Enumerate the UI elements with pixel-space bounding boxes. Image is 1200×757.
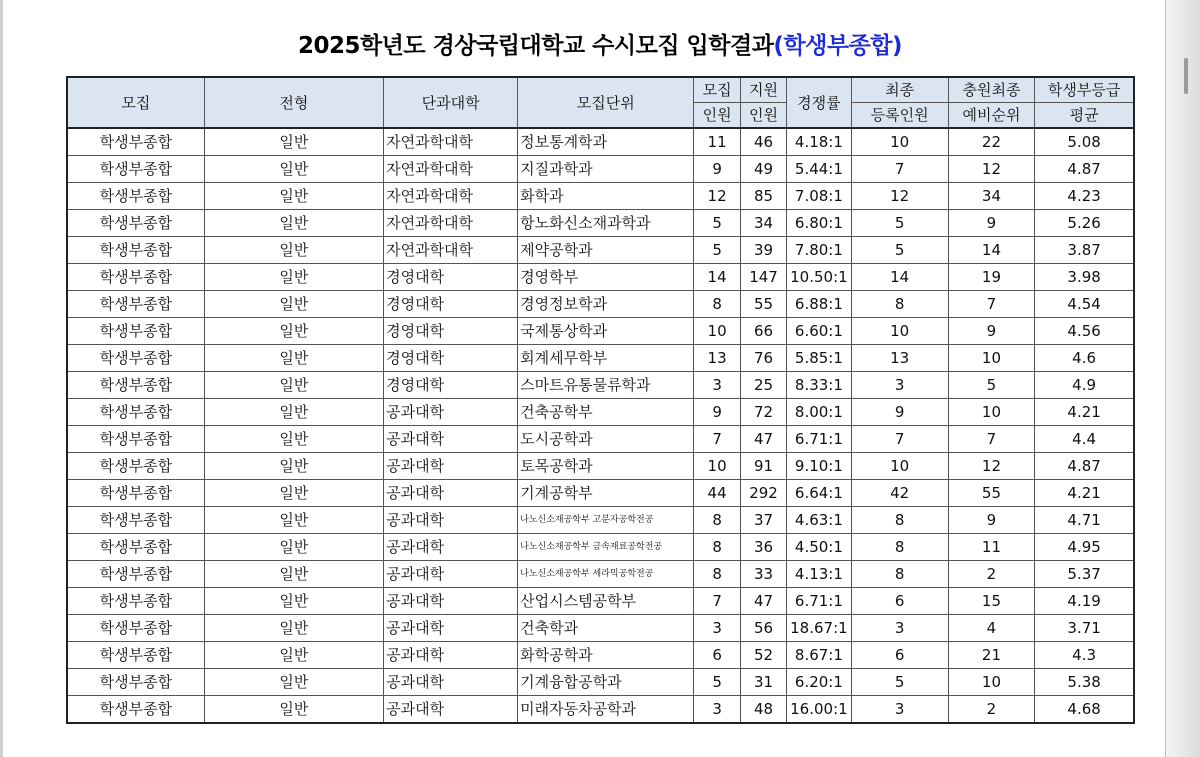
cell-college: 공과대학 — [384, 696, 518, 724]
cell-ratio: 4.13:1 — [787, 561, 851, 588]
cell-college: 경영대학 — [384, 345, 518, 372]
cell-recruit: 학생부종합 — [67, 128, 204, 156]
cell-final: 6 — [851, 642, 948, 669]
cell-grade: 4.87 — [1035, 156, 1134, 183]
cell-final: 9 — [851, 399, 948, 426]
cell-grade: 4.21 — [1035, 399, 1134, 426]
cell-type: 일반 — [204, 183, 383, 210]
cell-recruit: 학생부종합 — [67, 534, 204, 561]
table-row — [67, 642, 1134, 669]
cell-waitlist: 9 — [948, 210, 1035, 237]
cell-ratio: 10.50:1 — [787, 264, 851, 291]
cell-recruit: 학생부종합 — [67, 561, 204, 588]
cell-final: 8 — [851, 534, 948, 561]
cell-college: 자연과학대학 — [384, 156, 518, 183]
cell-unit: 스마트유통물류학과 — [518, 372, 694, 399]
cell-type: 일반 — [204, 453, 383, 480]
cell-college: 공과대학 — [384, 669, 518, 696]
cell-recruit: 학생부종합 — [67, 480, 204, 507]
cell-applicants: 52 — [740, 642, 786, 669]
cell-waitlist: 15 — [948, 588, 1035, 615]
cell-final: 12 — [851, 183, 948, 210]
cell-final: 5 — [851, 210, 948, 237]
cell-applicants: 292 — [740, 480, 786, 507]
cell-final: 13 — [851, 345, 948, 372]
cell-type: 일반 — [204, 291, 383, 318]
cell-applicants: 72 — [740, 399, 786, 426]
cell-college: 공과대학 — [384, 534, 518, 561]
header-grade-top: 학생부등급 — [1035, 77, 1134, 103]
cell-type: 일반 — [204, 642, 383, 669]
cell-type: 일반 — [204, 507, 383, 534]
table-row — [67, 183, 1134, 210]
cell-final: 42 — [851, 480, 948, 507]
cell-quota: 11 — [694, 128, 740, 156]
cell-unit: 건축학과 — [518, 615, 694, 642]
cell-college: 공과대학 — [384, 480, 518, 507]
table-row — [67, 128, 1134, 156]
table-row — [67, 426, 1134, 453]
cell-recruit: 학생부종합 — [67, 372, 204, 399]
cell-quota: 13 — [694, 345, 740, 372]
header-applicants-top: 지원 — [740, 77, 786, 103]
cell-final: 6 — [851, 588, 948, 615]
cell-final: 14 — [851, 264, 948, 291]
cell-grade: 4.23 — [1035, 183, 1134, 210]
cell-recruit: 학생부종합 — [67, 318, 204, 345]
cell-type: 일반 — [204, 210, 383, 237]
cell-college: 공과대학 — [384, 561, 518, 588]
cell-college: 공과대학 — [384, 426, 518, 453]
cell-unit: 나노신소재공학부 고분자공학전공 — [518, 507, 694, 534]
cell-recruit: 학생부종합 — [67, 210, 204, 237]
cell-final: 10 — [851, 318, 948, 345]
cell-quota: 5 — [694, 210, 740, 237]
table-row — [67, 615, 1134, 642]
cell-quota: 9 — [694, 156, 740, 183]
cell-college: 자연과학대학 — [384, 210, 518, 237]
cell-unit: 국제통상학과 — [518, 318, 694, 345]
cell-final: 3 — [851, 615, 948, 642]
cell-unit: 기계공학부 — [518, 480, 694, 507]
cell-unit: 지질과학과 — [518, 156, 694, 183]
table-row — [67, 345, 1134, 372]
cell-applicants: 56 — [740, 615, 786, 642]
cell-final: 7 — [851, 426, 948, 453]
cell-waitlist: 7 — [948, 291, 1035, 318]
cell-college: 경영대학 — [384, 318, 518, 345]
cell-recruit: 학생부종합 — [67, 588, 204, 615]
cell-college: 자연과학대학 — [384, 183, 518, 210]
cell-college: 경영대학 — [384, 372, 518, 399]
cell-recruit: 학생부종합 — [67, 237, 204, 264]
cell-recruit: 학생부종합 — [67, 642, 204, 669]
cell-type: 일반 — [204, 345, 383, 372]
cell-waitlist: 34 — [948, 183, 1035, 210]
table-row — [67, 318, 1134, 345]
cell-applicants: 25 — [740, 372, 786, 399]
header-applicants-bottom: 인원 — [740, 103, 786, 129]
cell-grade: 4.4 — [1035, 426, 1134, 453]
cell-college: 공과대학 — [384, 399, 518, 426]
cell-recruit: 학생부종합 — [67, 399, 204, 426]
header-quota-top: 모집 — [694, 77, 740, 103]
cell-recruit: 학생부종합 — [67, 264, 204, 291]
cell-waitlist: 9 — [948, 318, 1035, 345]
cell-college: 공과대학 — [384, 642, 518, 669]
cell-waitlist: 21 — [948, 642, 1035, 669]
cell-unit: 미래자동차공학과 — [518, 696, 694, 724]
cell-ratio: 6.80:1 — [787, 210, 851, 237]
cell-college: 공과대학 — [384, 453, 518, 480]
cell-ratio: 6.71:1 — [787, 588, 851, 615]
table-body — [67, 128, 1134, 723]
cell-type: 일반 — [204, 156, 383, 183]
cell-quota: 9 — [694, 399, 740, 426]
cell-grade: 4.21 — [1035, 480, 1134, 507]
table-row — [67, 291, 1134, 318]
cell-grade: 4.9 — [1035, 372, 1134, 399]
scroll-thumb[interactable] — [1184, 58, 1188, 94]
cell-ratio: 5.44:1 — [787, 156, 851, 183]
table-row — [67, 507, 1134, 534]
table-row — [67, 156, 1134, 183]
cell-type: 일반 — [204, 318, 383, 345]
header-final-top: 최종 — [851, 77, 948, 103]
cell-grade: 3.71 — [1035, 615, 1134, 642]
cell-ratio: 7.80:1 — [787, 237, 851, 264]
cell-waitlist: 55 — [948, 480, 1035, 507]
table-row — [67, 372, 1134, 399]
cell-type: 일반 — [204, 372, 383, 399]
header-college: 단과대학 — [384, 77, 518, 128]
cell-applicants: 147 — [740, 264, 786, 291]
cell-unit: 나노신소재공학부 세라믹공학전공 — [518, 561, 694, 588]
cell-grade: 4.3 — [1035, 642, 1134, 669]
cell-type: 일반 — [204, 669, 383, 696]
cell-type: 일반 — [204, 561, 383, 588]
cell-type: 일반 — [204, 480, 383, 507]
cell-ratio: 8.33:1 — [787, 372, 851, 399]
cell-unit: 경영정보학과 — [518, 291, 694, 318]
cell-waitlist: 4 — [948, 615, 1035, 642]
header-unit: 모집단위 — [518, 77, 694, 128]
cell-grade: 3.98 — [1035, 264, 1134, 291]
admission-results-table — [66, 76, 1135, 724]
cell-unit: 회계세무학부 — [518, 345, 694, 372]
cell-applicants: 55 — [740, 291, 786, 318]
cell-type: 일반 — [204, 128, 383, 156]
cell-final: 3 — [851, 696, 948, 724]
table-row — [67, 237, 1134, 264]
cell-ratio: 8.00:1 — [787, 399, 851, 426]
title-highlight: (학생부종합) — [773, 33, 903, 59]
cell-ratio: 6.88:1 — [787, 291, 851, 318]
cell-grade: 4.87 — [1035, 453, 1134, 480]
cell-recruit: 학생부종합 — [67, 615, 204, 642]
cell-applicants: 47 — [740, 588, 786, 615]
cell-quota: 44 — [694, 480, 740, 507]
cell-quota: 14 — [694, 264, 740, 291]
cell-waitlist: 2 — [948, 696, 1035, 724]
cell-waitlist: 9 — [948, 507, 1035, 534]
cell-waitlist: 10 — [948, 399, 1035, 426]
table-row — [67, 480, 1134, 507]
table-row — [67, 210, 1134, 237]
cell-quota: 3 — [694, 615, 740, 642]
cell-quota: 8 — [694, 534, 740, 561]
cell-applicants: 47 — [740, 426, 786, 453]
cell-applicants: 76 — [740, 345, 786, 372]
cell-type: 일반 — [204, 264, 383, 291]
header-final-bottom: 등록인원 — [851, 103, 948, 129]
cell-waitlist: 2 — [948, 561, 1035, 588]
table-row — [67, 669, 1134, 696]
cell-quota: 5 — [694, 237, 740, 264]
cell-quota: 3 — [694, 372, 740, 399]
cell-ratio: 6.60:1 — [787, 318, 851, 345]
cell-type: 일반 — [204, 399, 383, 426]
cell-quota: 5 — [694, 669, 740, 696]
cell-grade: 3.87 — [1035, 237, 1134, 264]
header-waitlist-bottom: 예비순위 — [948, 103, 1035, 129]
cell-quota: 7 — [694, 426, 740, 453]
cell-grade: 5.26 — [1035, 210, 1134, 237]
cell-quota: 3 — [694, 696, 740, 724]
cell-college: 경영대학 — [384, 264, 518, 291]
cell-type: 일반 — [204, 615, 383, 642]
cell-final: 8 — [851, 291, 948, 318]
cell-applicants: 66 — [740, 318, 786, 345]
cell-ratio: 18.67:1 — [787, 615, 851, 642]
cell-waitlist: 12 — [948, 453, 1035, 480]
cell-college: 공과대학 — [384, 588, 518, 615]
cell-type: 일반 — [204, 426, 383, 453]
cell-unit: 경영학부 — [518, 264, 694, 291]
cell-final: 3 — [851, 372, 948, 399]
header-grade-bottom: 평균 — [1035, 103, 1134, 129]
cell-ratio: 9.10:1 — [787, 453, 851, 480]
cell-ratio: 4.63:1 — [787, 507, 851, 534]
cell-applicants: 46 — [740, 128, 786, 156]
cell-waitlist: 5 — [948, 372, 1035, 399]
cell-recruit: 학생부종합 — [67, 183, 204, 210]
cell-recruit: 학생부종합 — [67, 507, 204, 534]
page-right-gutter — [1165, 0, 1200, 757]
cell-ratio: 6.64:1 — [787, 480, 851, 507]
cell-applicants: 36 — [740, 534, 786, 561]
cell-waitlist: 7 — [948, 426, 1035, 453]
table-row — [67, 561, 1134, 588]
cell-quota: 12 — [694, 183, 740, 210]
cell-final: 10 — [851, 128, 948, 156]
cell-applicants: 91 — [740, 453, 786, 480]
cell-unit: 항노화신소재과학과 — [518, 210, 694, 237]
cell-unit: 나노신소재공학부 금속재료공학전공 — [518, 534, 694, 561]
cell-recruit: 학생부종합 — [67, 426, 204, 453]
cell-waitlist: 14 — [948, 237, 1035, 264]
cell-quota: 6 — [694, 642, 740, 669]
cell-grade: 5.37 — [1035, 561, 1134, 588]
cell-waitlist: 12 — [948, 156, 1035, 183]
cell-ratio: 8.67:1 — [787, 642, 851, 669]
cell-unit: 화학공학과 — [518, 642, 694, 669]
cell-recruit: 학생부종합 — [67, 156, 204, 183]
cell-unit: 제약공학과 — [518, 237, 694, 264]
table-row — [67, 534, 1134, 561]
cell-recruit: 학생부종합 — [67, 453, 204, 480]
cell-recruit: 학생부종합 — [67, 669, 204, 696]
cell-type: 일반 — [204, 588, 383, 615]
cell-grade: 4.54 — [1035, 291, 1134, 318]
cell-recruit: 학생부종합 — [67, 696, 204, 724]
header-row-1 — [67, 77, 1134, 103]
table-row — [67, 588, 1134, 615]
cell-applicants: 34 — [740, 210, 786, 237]
cell-college: 공과대학 — [384, 615, 518, 642]
cell-applicants: 48 — [740, 696, 786, 724]
cell-ratio: 16.00:1 — [787, 696, 851, 724]
cell-quota: 10 — [694, 453, 740, 480]
cell-quota: 7 — [694, 588, 740, 615]
cell-unit: 도시공학과 — [518, 426, 694, 453]
header-type: 전형 — [204, 77, 383, 128]
table-row — [67, 696, 1134, 724]
cell-applicants: 39 — [740, 237, 786, 264]
cell-recruit: 학생부종합 — [67, 345, 204, 372]
cell-ratio: 6.20:1 — [787, 669, 851, 696]
cell-college: 경영대학 — [384, 291, 518, 318]
table-row — [67, 453, 1134, 480]
cell-unit: 정보통계학과 — [518, 128, 694, 156]
cell-recruit: 학생부종합 — [67, 291, 204, 318]
cell-applicants: 33 — [740, 561, 786, 588]
cell-final: 8 — [851, 561, 948, 588]
cell-grade: 4.71 — [1035, 507, 1134, 534]
cell-ratio: 7.08:1 — [787, 183, 851, 210]
cell-final: 10 — [851, 453, 948, 480]
cell-quota: 8 — [694, 561, 740, 588]
cell-quota: 8 — [694, 507, 740, 534]
cell-waitlist: 22 — [948, 128, 1035, 156]
header-waitlist-top: 충원최종 — [948, 77, 1035, 103]
cell-grade: 4.19 — [1035, 588, 1134, 615]
cell-type: 일반 — [204, 696, 383, 724]
page-left-edge — [0, 0, 3, 757]
cell-unit: 화학과 — [518, 183, 694, 210]
cell-grade: 5.38 — [1035, 669, 1134, 696]
cell-ratio: 5.85:1 — [787, 345, 851, 372]
page-title — [0, 27, 1200, 60]
cell-grade: 4.95 — [1035, 534, 1134, 561]
cell-ratio: 6.71:1 — [787, 426, 851, 453]
cell-waitlist: 11 — [948, 534, 1035, 561]
cell-quota: 8 — [694, 291, 740, 318]
cell-applicants: 85 — [740, 183, 786, 210]
cell-ratio: 4.50:1 — [787, 534, 851, 561]
title-main: 2025학년도 경상국립대학교 수시모집 입학결과 — [297, 33, 774, 59]
cell-college: 자연과학대학 — [384, 237, 518, 264]
cell-applicants: 37 — [740, 507, 786, 534]
cell-final: 7 — [851, 156, 948, 183]
cell-quota: 10 — [694, 318, 740, 345]
cell-grade: 4.6 — [1035, 345, 1134, 372]
cell-applicants: 31 — [740, 669, 786, 696]
cell-grade: 4.56 — [1035, 318, 1134, 345]
cell-type: 일반 — [204, 534, 383, 561]
cell-college: 자연과학대학 — [384, 128, 518, 156]
cell-unit: 기계융합공학과 — [518, 669, 694, 696]
cell-waitlist: 10 — [948, 669, 1035, 696]
cell-type: 일반 — [204, 237, 383, 264]
cell-final: 8 — [851, 507, 948, 534]
header-ratio: 경쟁률 — [787, 77, 851, 128]
header-recruit: 모집 — [67, 77, 204, 128]
cell-grade: 5.08 — [1035, 128, 1134, 156]
cell-ratio: 4.18:1 — [787, 128, 851, 156]
table-row — [67, 264, 1134, 291]
cell-unit: 토목공학과 — [518, 453, 694, 480]
header-quota-bottom: 인원 — [694, 103, 740, 129]
cell-applicants: 49 — [740, 156, 786, 183]
cell-unit: 산업시스템공학부 — [518, 588, 694, 615]
cell-waitlist: 10 — [948, 345, 1035, 372]
cell-grade: 4.68 — [1035, 696, 1134, 724]
cell-final: 5 — [851, 669, 948, 696]
cell-final: 5 — [851, 237, 948, 264]
cell-unit: 건축공학부 — [518, 399, 694, 426]
cell-waitlist: 19 — [948, 264, 1035, 291]
table-row — [67, 399, 1134, 426]
cell-college: 공과대학 — [384, 507, 518, 534]
